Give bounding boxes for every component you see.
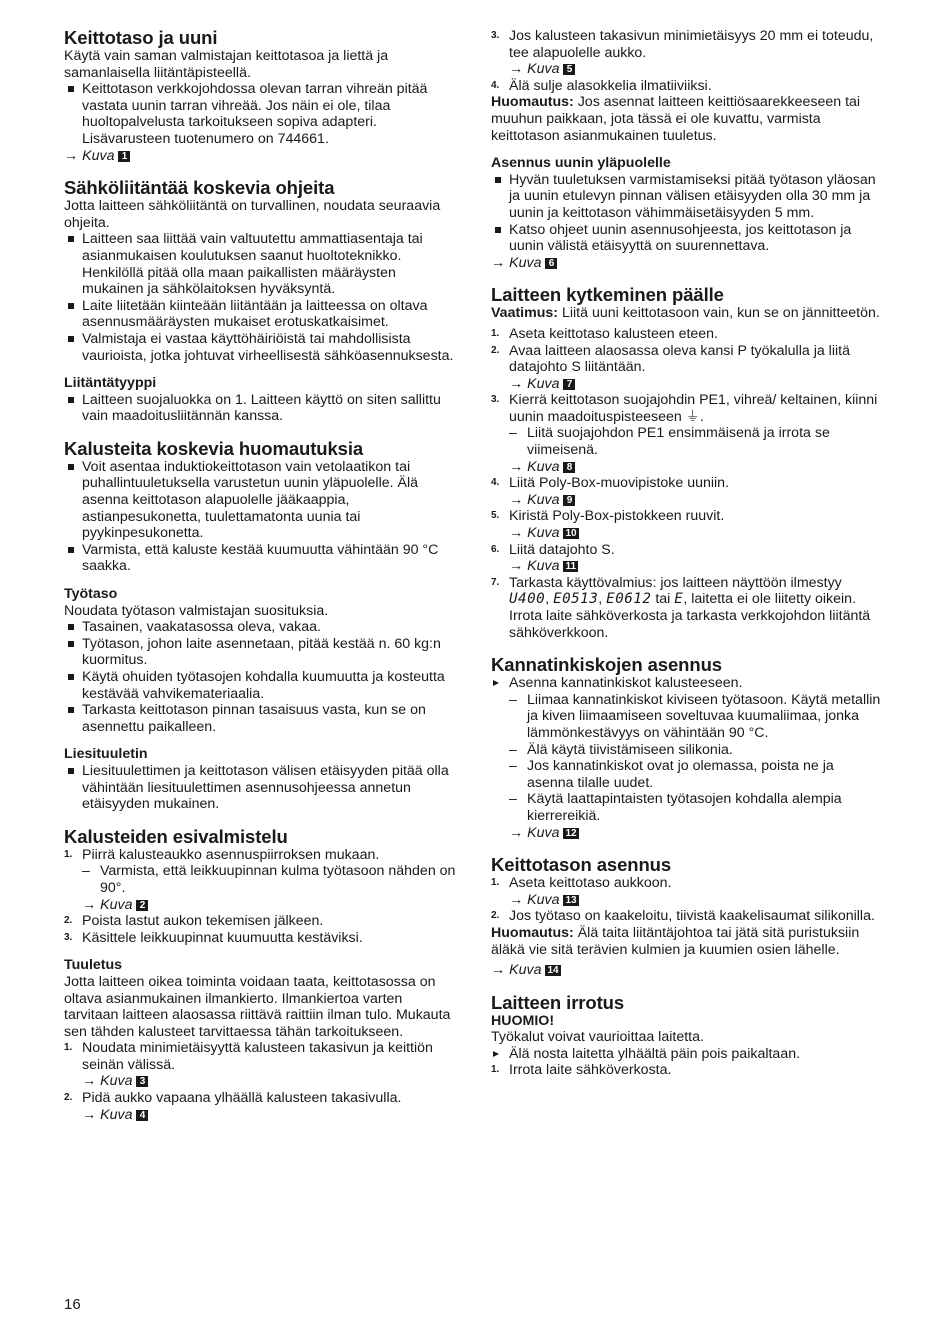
bullet-square-icon: [68, 641, 74, 647]
paragraph: Jotta laitteen sähköliitäntä on turvallinen, noudata seuraavia ohjeita.: [64, 198, 441, 231]
figure-reference: → Kuva 7: [491, 376, 883, 393]
action-item: Älä nosta laitetta ylhäältä päin pois paikaltaan.: [491, 1046, 883, 1063]
bullet-item: Valmistaja ei vastaa käyttöhäiriöistä tai mahdollisista vaurioista, jotka johtuvat virheellisestä sähköasennuksesta.: [64, 331, 456, 364]
figure-reference: → Kuva 4: [64, 1107, 456, 1124]
figure-number-badge: 6: [545, 258, 557, 269]
section-title: Kalusteiden esivalmistelu: [64, 825, 288, 847]
bullet-item: Tasainen, vaakatasossa oleva, vakaa.: [64, 619, 456, 636]
figure-number-badge: 14: [547, 965, 559, 977]
subsection-title: Asennus uunin yläpuolelle: [491, 155, 671, 172]
bullet-item: Laitteen suojaluokka on 1. Laitteen käyttö on siten sallittu vain maadoitusliitännän kanssa.: [64, 392, 456, 425]
bullet-item: Tarkasta keittotason pinnan tasaisuus vasta, kun se on asennettu paikalleen.: [64, 702, 456, 735]
figure-reference: → Kuva 6: [491, 255, 883, 272]
figure-number-badge: 3: [136, 1076, 148, 1087]
bullet-square-icon: [68, 397, 74, 403]
figure-reference: → Kuva 9: [491, 492, 883, 509]
section-title: Kalusteita koskevia huomautuksia: [64, 437, 364, 459]
numbered-item: 2. Poista lastut aukon tekemisen jälkeen.: [64, 913, 324, 930]
bullet-item: Laite liitetään kiinteään liitäntään ja laitteessa on oltava asennusmääräysten mukaiset erotuskatkaisimet.: [64, 298, 456, 331]
figure-reference: → Kuva 13: [509, 891, 577, 908]
numbered-item: 6. Liitä datajohto S.: [491, 541, 615, 558]
figure-number-badge: 4: [136, 1110, 148, 1121]
action-item: Asenna kannatinkiskot kalusteeseen.: [491, 675, 883, 692]
bullet-square-icon: [68, 236, 74, 242]
figure-number-badge: 9: [563, 495, 575, 506]
page-number: 16: [64, 1296, 81, 1313]
dash-item: – Liimaa kannatinkiskot kiviseen työtasoon. Käytä metallin ja kiven liimaamiseen soveltuvaa kuumaliimaa, jonka lämmönkestävyys on vähintään 90 °C.: [509, 691, 881, 741]
bullet-square-icon: [68, 624, 74, 630]
triangle-bullet-icon: [493, 680, 499, 686]
figure-number-badge: 12: [565, 827, 577, 839]
figure-reference: → Kuva 12: [509, 824, 577, 841]
numbered-item: 3. Kierrä keittotason suojajohdin PE1, vihreä/ keltainen, kiinni uunin maadoituspisteeseen ⏚.: [491, 392, 878, 425]
subsection-title: Tuuletus: [64, 957, 123, 974]
numbered-item: 4. Älä sulje alasokkelia ilmatiiviiksi.: [491, 77, 712, 94]
warning-label: HUOMIO!: [491, 1012, 555, 1029]
numbered-item: 1. Irrota laite sähköverkosta.: [491, 1062, 672, 1079]
numbered-item: 2. Pidä aukko vapaana ylhäällä kalusteen takasivulla.: [64, 1090, 402, 1107]
figure-number-badge: 1: [118, 151, 130, 162]
display-code: E: [674, 591, 684, 608]
numbered-item: 1. Aseta keittotaso aukkoon.: [491, 875, 672, 892]
figure-number-badge: 2: [136, 900, 148, 911]
note-paragraph: Huomautus: Jos asennat laitteen keittiösaarekkeeseen tai muuhun paikkaan, jota tässä ei ole kuvattu, varmista keittotason asianmukainen tuuletus.: [491, 94, 861, 144]
figure-reference: → Kuva 2: [64, 897, 456, 914]
section-title: Laitteen kytkeminen päälle: [491, 284, 724, 306]
paragraph: Noudata työtason valmistajan suosituksia.: [64, 602, 329, 619]
bullet-item: Liesituulettimen ja keittotason välisen etäisyyden pitää olla vähintään liesituulettimen asennusohjeessa annetun etäisyyden mukainen.: [64, 763, 456, 813]
bullet-item: Hyvän tuuletuksen varmistamiseksi pitää työtason yläosan ja uunin etulevyn pinnan välisen etäisyyden olla 30 mm ja uunin ja keittotason vähimmäisetäisyyden 5 mm.: [491, 172, 883, 222]
dash-item: – Varmista, että leikkuupinnan kulma työtasoon nähden on 90°.: [82, 863, 456, 896]
numbered-item: 1. Noudata minimietäisyyttä kalusteen takasivun ja keittiön seinän välissä.: [64, 1040, 433, 1073]
dash-item: – Jos kannatinkiskot ovat jo olemassa, poista ne ja asenna tilalle uudet.: [509, 758, 834, 791]
bullet-square-icon: [495, 177, 501, 183]
bullet-square-icon: [68, 547, 74, 553]
bullet-square-icon: [68, 674, 74, 680]
right-column: [491, 28, 883, 1079]
bullet-square-icon: [68, 336, 74, 342]
bullet-item: Voit asentaa induktiokeittotason vain vetolaatikon tai puhallintuuletuksella varustetun uunin yläpuolelle. Älä asenna keittotason alapuolelle jääkaappia, astianpesukonetta, tuulettamatonta uunia tai pyykinpesukonetta.: [64, 459, 456, 542]
bullet-square-icon: [68, 303, 74, 309]
bullet-item: Varmista, että kaluste kestää kuumuutta vähintään 90 °C saakka.: [64, 542, 456, 575]
paragraph: Käytä vain saman valmistajan keittotasoa ja liettä ja samanlaisella liitäntäpisteellä.: [64, 48, 389, 81]
left-column: [64, 28, 456, 1123]
bullet-square-icon: [68, 86, 74, 92]
figure-number-badge: 7: [563, 379, 575, 390]
display-code: E0513: [553, 591, 599, 608]
subsection-title: Liesituuletin: [64, 746, 148, 763]
note-paragraph: Huomautus: Älä taita liitäntäjohtoa tai jätä sitä puristuksiin äläkä vie sitä terävien kulmien ja kuumien osien lähelle.: [491, 924, 860, 958]
numbered-item: 1. Aseta keittotaso kalusteen eteen.: [491, 325, 719, 342]
numbered-item: 7. Tarkasta käyttövalmius: jos laitteen näyttöön ilmestyy U400, E0513, E0612 tai E, laitetta ei ole liitetty oikein. Irrota laite sähköverkosta ja tarkasta verkkojohdon liitäntä sähköverkkoon.: [491, 574, 871, 641]
figure-reference: → Kuva 11: [509, 558, 577, 575]
figure-reference: → Kuva 14: [491, 962, 559, 979]
bullet-square-icon: [495, 227, 501, 233]
bullet-item: Keittotason verkkojohdossa olevan tarran vihreän pitää vastata uunin tarran vihreää. Jos näin ei ole, tilaa huoltopalvelusta tarkoitukseen sopiva adapteri. Lisävarusteen tuotenumero on 744661.: [64, 81, 456, 147]
bullet-square-icon: [68, 707, 74, 713]
section-title: Laitteen irrotus: [491, 991, 625, 1013]
figure-reference: → Kuva 1: [64, 148, 456, 165]
dash-item: – Käytä laattapintaisten työtasojen kohdalla alempia kierrereikiä.: [509, 791, 842, 824]
figure-number-badge: 5: [563, 64, 575, 75]
numbered-item: 2. Jos työtaso on kaakeloitu, tiivistä kaakelisaumat silikonilla.: [491, 908, 875, 925]
section-title: Keittotaso ja uuni: [64, 27, 218, 48]
numbered-item: 2. Avaa laitteen alaosassa oleva kansi P työkalulla ja liitä datajohto S liitäntään.: [491, 342, 850, 376]
requirement-paragraph: Vaatimus: Liitä uuni keittotasoon vain, kun se on jännitteetön.: [491, 305, 880, 322]
numbered-item: 3. Jos kalusteen takasivun minimietäisyys 20 mm ei toteudu, tee alapuolelle aukko.: [491, 28, 874, 61]
bullet-item: Työtason, johon laite asennetaan, pitää kestää n. 60 kg:n kuormitus.: [64, 636, 456, 669]
figure-reference: → Kuva 3: [64, 1073, 456, 1090]
section-title: Keittotason asennus: [491, 854, 672, 876]
figure-number-badge: 10: [565, 528, 577, 540]
bullet-item: Laitteen saa liittää vain valtuutettu ammattiasentaja tai asianmukaisen koulutuksen saanut huoltoteknikko. Henkilöllä pitää olla maan paikallisten määräysten mukainen ja sähkölaitoksen hyväksyntä.: [64, 231, 456, 297]
bullet-square-icon: [68, 768, 74, 774]
dash-item: – Liitä suojajohdon PE1 ensimmäisenä ja irrota se viimeisenä.: [509, 425, 830, 459]
figure-number-badge: 11: [565, 561, 577, 573]
subsection-title: Liitäntätyyppi: [64, 375, 157, 392]
dash-item: – Älä käytä tiivistämiseen silikonia.: [509, 741, 733, 758]
numbered-item: 4. Liitä Poly-Box-muovipistoke uuniin.: [491, 475, 730, 492]
warning-text: Työkalut voivat vaurioittaa laitetta.: [491, 1029, 704, 1046]
paragraph: Jotta laitteen oikea toiminta voidaan taata, keittotasossa on oltava asianmukainen ilmankierto. Ilmankiertoa varten tarvitaan laitteen alaosassa riittävä raittiin ilman tulo. Mukauta sen tähden kalusteet tarvittaessa tähän tarkoitukseen.: [64, 973, 451, 1040]
figure-reference: → Kuva 10: [509, 525, 577, 542]
subsection-title: Työtaso: [64, 586, 118, 603]
numbered-item: 3. Käsittele leikkuupinnat kuumuutta kestäviksi.: [64, 929, 363, 946]
display-code: U400: [509, 591, 546, 608]
section-title: Kannatinkiskojen asennus: [491, 654, 722, 676]
display-code: E0612: [606, 591, 652, 608]
section-title: Sähköliitäntää koskevia ohjeita: [64, 177, 335, 199]
figure-number-badge: 13: [565, 894, 577, 906]
bullet-item: Katso ohjeet uunin asennusohjeesta, jos keittotason ja uunin välistä etäisyyttä on suurennettava.: [491, 222, 883, 255]
figure-reference: → Kuva 8: [491, 459, 883, 476]
figure-reference: → Kuva 5: [491, 61, 883, 78]
numbered-item: 1. Piirrä kalusteaukko asennuspiirroksen mukaan.: [64, 846, 380, 863]
figure-number-badge: 8: [563, 462, 575, 473]
numbered-item: 5. Kiristä Poly-Box-pistokkeen ruuvit.: [491, 508, 725, 525]
triangle-bullet-icon: [493, 1051, 499, 1057]
bullet-square-icon: [68, 464, 74, 470]
bullet-item: Käytä ohuiden työtasojen kohdalla kuumuutta ja kosteutta kestävää vahvikemateriaalia.: [64, 669, 456, 702]
